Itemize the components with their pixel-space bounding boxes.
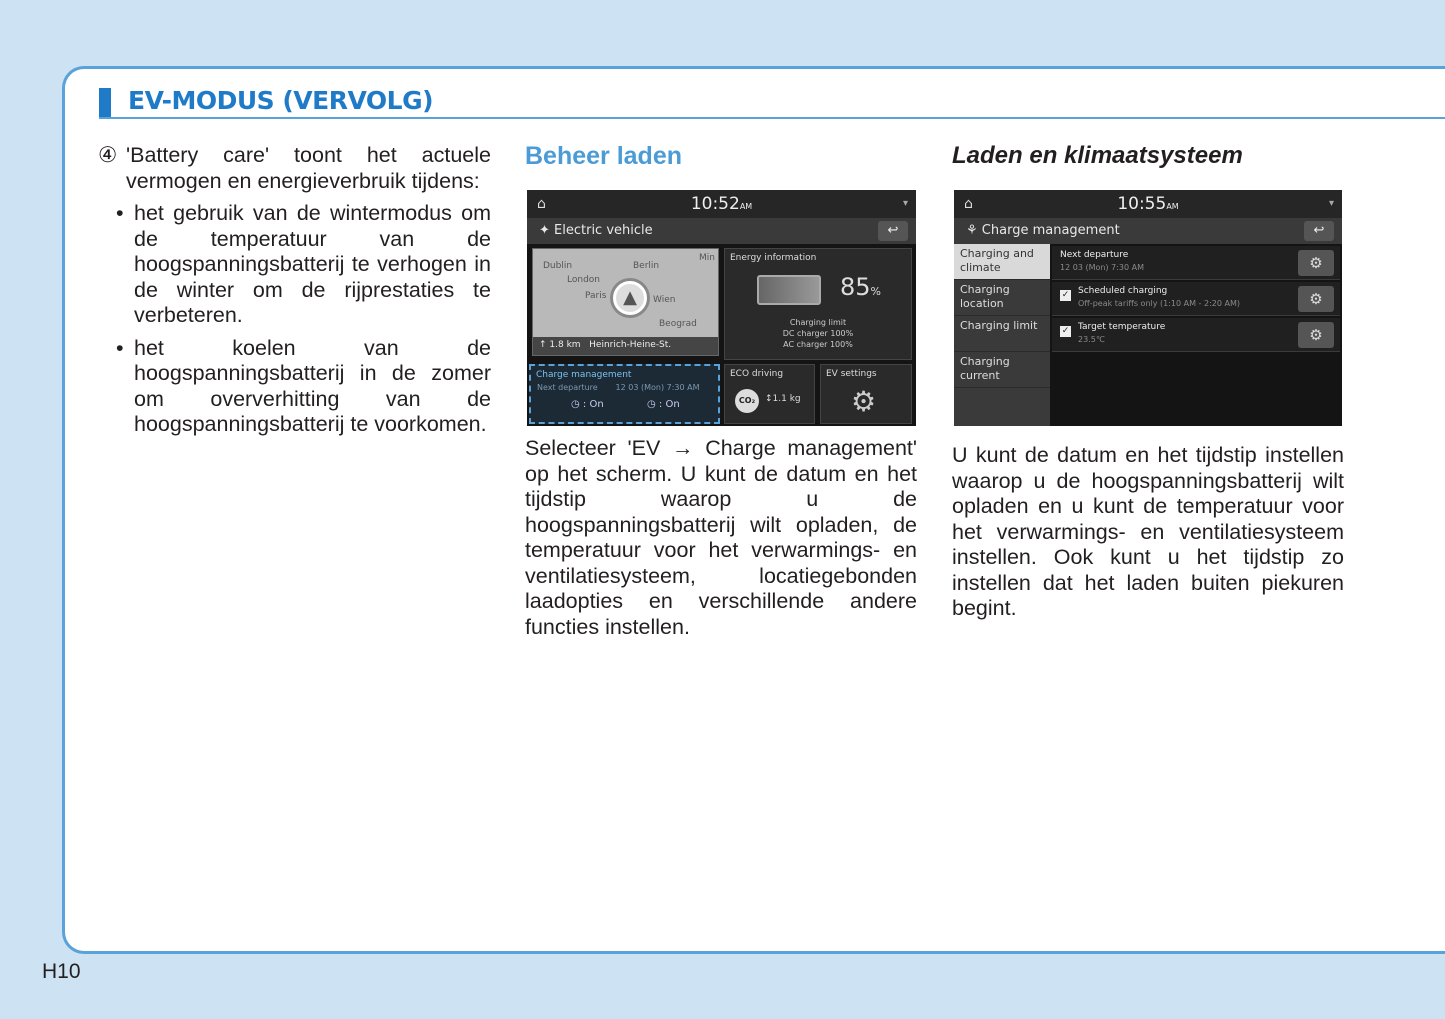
battery-icon <box>757 275 821 305</box>
title-bar <box>527 218 916 244</box>
navigation-arrow-icon: ▲ <box>613 281 647 315</box>
co2-icon: CO₂ <box>735 389 759 413</box>
screen-title: ⚘ Charge management <box>966 223 1120 238</box>
bullet-marker: • <box>116 335 124 360</box>
sidebar-item-charging-limit[interactable]: Charging limit <box>954 316 1050 352</box>
clock: 10:52AM <box>690 194 753 214</box>
item-number: ④ <box>98 143 118 167</box>
ev-settings-tile[interactable] <box>820 364 912 424</box>
title-bar <box>954 218 1342 244</box>
energy-information-tile[interactable] <box>724 248 912 360</box>
column-battery-care <box>98 143 491 438</box>
row-target-temperature[interactable] <box>1052 318 1340 352</box>
map-city: Beograd <box>659 319 697 329</box>
body-text-beheer-laden: Selecteer 'EV → Charge management' op het scherm. U kunt de datum en het tijdstip waarop u de hoogspanningsbatterij wilt opladen, de temperatuur voor het verwarmings- en ventilatiesysteem, locatiegebonden laadopties en verschillende andere functies instellen. <box>525 436 917 639</box>
sidebar-item-charging-current[interactable]: Charging current <box>954 352 1050 388</box>
sidebar-item-charging-climate[interactable]: Charging and climate <box>954 244 1050 280</box>
tile-label: Charge management <box>536 370 632 380</box>
map-info: ↑ 1.8 km Heinrich-Heine-St. <box>533 337 718 355</box>
bullet-text: het koelen van de hoogspanningsbatterij in de zomer om oververhitting van de hoogspanningsbatterij te voorkomen. <box>134 335 491 436</box>
tile-label: EV settings <box>826 369 877 379</box>
charging-limit-info: Charging limit DC charger 100% AC charger 100% <box>782 318 854 349</box>
map-city: Dublin <box>543 261 573 271</box>
gear-icon: ⚙ <box>851 385 877 418</box>
sidebar <box>954 244 1050 426</box>
row-next-departure[interactable] <box>1052 246 1340 280</box>
screen-title: ✦ Electric vehicle <box>539 223 653 238</box>
back-button[interactable]: ↩ <box>1304 221 1334 241</box>
map-city: Wien <box>653 295 676 305</box>
checkbox[interactable]: ✓ <box>1061 290 1070 300</box>
settings-gear-button[interactable]: ⚙ <box>1298 286 1334 312</box>
timer1-status: ◷ : On <box>571 399 604 410</box>
bullet-text: het gebruik van de wintermodus om de temperatuur van de hoogspanningsbatterij te verhogen in de winter om de rijprestaties te verbeteren. <box>134 201 491 327</box>
settings-gear-button[interactable]: ⚙ <box>1298 322 1334 348</box>
next-departure: Next departure 12 03 (Mon) 7:30 AM <box>537 383 700 392</box>
map-tile[interactable] <box>532 248 719 356</box>
map-city: Paris <box>585 291 607 301</box>
bullet-item <box>116 336 491 438</box>
bullet-marker: • <box>116 201 124 225</box>
numbered-item <box>98 143 491 194</box>
body-text-laden-klimaat: U kunt de datum en het tijdstip instellen waarop u de hoogspanningsbatterij wilt opladen en u kunt de temperatuur voor het verwarmings- en ventilatiesysteem instellen. Ook kunt u het tijdstip zo instellen dat het laden buiten piekuren begint. <box>952 443 1344 620</box>
item-text: 'Battery care' toont het actuele vermogen en energieverbruik tijdens: <box>126 143 491 193</box>
row-title: Next departure <box>1060 250 1129 260</box>
map-city: Min <box>699 253 715 263</box>
tile-label: Energy information <box>730 253 817 263</box>
screen-electric-vehicle <box>527 190 916 426</box>
checkbox[interactable]: ✓ <box>1061 326 1070 336</box>
map-city: Berlin <box>633 261 660 271</box>
section-marker <box>99 88 111 118</box>
row-value: Off-peak tariffs only (1:10 AM - 2:20 AM) <box>1078 299 1240 308</box>
screen-charge-management <box>954 190 1342 426</box>
page-number: H10 <box>42 960 81 983</box>
co2-value: ↕1.1 kg <box>765 394 801 404</box>
row-title: Target temperature <box>1078 322 1166 332</box>
bullet-item <box>116 201 491 329</box>
row-value: 12 03 (Mon) 7:30 AM <box>1060 263 1144 272</box>
sidebar-item-charging-location[interactable]: Charging location <box>954 280 1050 316</box>
signal-icon: ▾ <box>1328 198 1334 209</box>
home-icon[interactable]: ⌂ <box>537 196 546 212</box>
back-button[interactable]: ↩ <box>878 221 908 241</box>
section-title: EV-MODUS (VERVOLG) <box>128 86 434 115</box>
row-value: 23.5℃ <box>1078 335 1105 344</box>
row-scheduled-charging[interactable] <box>1052 282 1340 316</box>
charge-management-tile[interactable] <box>529 364 720 424</box>
settings-gear-button[interactable]: ⚙ <box>1298 250 1334 276</box>
home-icon[interactable]: ⌂ <box>964 196 973 212</box>
section-rule <box>99 117 1445 119</box>
row-title: Scheduled charging <box>1078 286 1168 296</box>
tile-label: ECO driving <box>730 369 784 379</box>
signal-icon: ▾ <box>902 198 908 209</box>
timer2-status: ◷ : On <box>647 399 680 410</box>
battery-percent: 85% <box>840 273 881 301</box>
heading-laden-klimaat: Laden en klimaatsysteem <box>952 142 1243 169</box>
clock: 10:55AM <box>1117 194 1179 214</box>
status-bar <box>954 190 1342 218</box>
status-bar <box>527 190 916 218</box>
heading-beheer-laden: Beheer laden <box>525 142 683 170</box>
eco-driving-tile[interactable] <box>724 364 815 424</box>
map-city: London <box>567 275 600 285</box>
